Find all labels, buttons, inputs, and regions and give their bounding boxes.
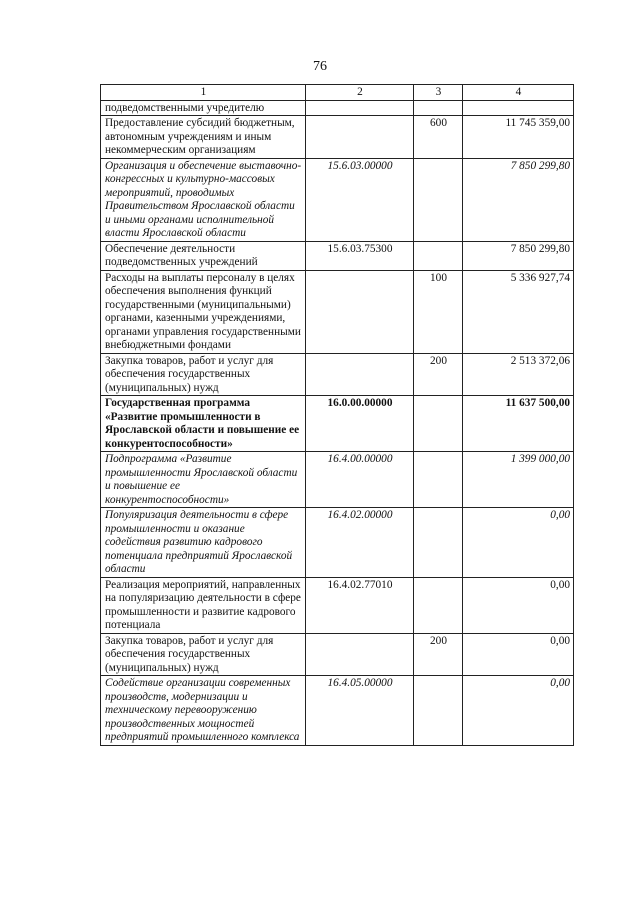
row-amount: 11 637 500,00 — [463, 396, 574, 452]
row-code — [306, 633, 414, 676]
table-row — [101, 633, 574, 676]
row-amount: 0,00 — [463, 577, 574, 633]
row-name: Организация и обеспечение выставочно-конгрессных и культурно-массовых мероприятий, проводимых Правительством Ярославской области и иными органами исполнительной власти Ярославской области — [101, 158, 306, 241]
table-row — [101, 100, 574, 116]
row-code — [306, 270, 414, 353]
row-amount: 0,00 — [463, 676, 574, 746]
header-col-4: 4 — [463, 85, 574, 101]
row-code: 15.6.03.75300 — [306, 241, 414, 270]
row-name: Закупка товаров, работ и услуг для обеспечения государственных (муниципальных) нужд — [101, 353, 306, 396]
row-kind — [414, 452, 463, 508]
row-kind — [414, 676, 463, 746]
row-amount: 11 745 359,00 — [463, 116, 574, 159]
table-row — [101, 577, 574, 633]
row-amount: 7 850 299,80 — [463, 158, 574, 241]
row-name: Обеспечение деятельности подведомственных учреждений — [101, 241, 306, 270]
row-amount: 0,00 — [463, 633, 574, 676]
header-col-2: 2 — [306, 85, 414, 101]
row-kind — [414, 158, 463, 241]
row-kind — [414, 396, 463, 452]
table-row — [101, 353, 574, 396]
row-code: 16.4.02.00000 — [306, 508, 414, 578]
table-row — [101, 396, 574, 452]
row-kind — [414, 100, 463, 116]
row-code: 16.4.00.00000 — [306, 452, 414, 508]
header-col-3: 3 — [414, 85, 463, 101]
table-row — [101, 676, 574, 746]
row-kind: 200 — [414, 353, 463, 396]
row-kind — [414, 241, 463, 270]
row-name: Государственная программа «Развитие промышленности в Ярославской области и повышение ее конкурентоспособности» — [101, 396, 306, 452]
table-header-row — [101, 85, 574, 101]
row-name: Подпрограмма «Развитие промышленности Ярославской области и повышение ее конкурентоспособности» — [101, 452, 306, 508]
row-code: 16.4.02.77010 — [306, 577, 414, 633]
row-name: Расходы на выплаты персоналу в целях обеспечения выполнения функций государственными (муниципальными) органами, казенными учреждениями, органами управления государственными внебюджетными фондами — [101, 270, 306, 353]
row-code — [306, 116, 414, 159]
row-name: Популяризация деятельности в сфере промышленности и оказание содействия развитию кадрового потенциала предприятий Ярославской области — [101, 508, 306, 578]
row-code: 15.6.03.00000 — [306, 158, 414, 241]
table-row — [101, 158, 574, 241]
row-kind — [414, 577, 463, 633]
table-row — [101, 241, 574, 270]
row-code — [306, 353, 414, 396]
row-amount: 5 336 927,74 — [463, 270, 574, 353]
header-col-1: 1 — [101, 85, 306, 101]
page-number: 76 — [313, 59, 327, 74]
row-kind — [414, 508, 463, 578]
table-row — [101, 508, 574, 578]
table-row — [101, 452, 574, 508]
row-amount: 0,00 — [463, 508, 574, 578]
table-row — [101, 116, 574, 159]
row-amount — [463, 100, 574, 116]
row-name: подведомственными учредителю — [101, 100, 306, 116]
row-code: 16.0.00.00000 — [306, 396, 414, 452]
row-amount: 2 513 372,06 — [463, 353, 574, 396]
row-kind: 600 — [414, 116, 463, 159]
budget-table — [100, 84, 574, 746]
row-name: Содействие организации современных производств, модернизации и техническому перевооружению производственных мощностей предприятий промышленного комплекса — [101, 676, 306, 746]
row-kind: 100 — [414, 270, 463, 353]
row-amount: 7 850 299,80 — [463, 241, 574, 270]
row-kind: 200 — [414, 633, 463, 676]
row-code: 16.4.05.00000 — [306, 676, 414, 746]
table-row — [101, 270, 574, 353]
row-name: Закупка товаров, работ и услуг для обеспечения государственных (муниципальных) нужд — [101, 633, 306, 676]
row-name: Реализация мероприятий, направленных на популяризацию деятельности в сфере промышленности и развитие кадрового потенциала — [101, 577, 306, 633]
row-name: Предоставление субсидий бюджетным, автономным учреждениям и иным некоммерческим организациям — [101, 116, 306, 159]
row-amount: 1 399 000,00 — [463, 452, 574, 508]
row-code — [306, 100, 414, 116]
